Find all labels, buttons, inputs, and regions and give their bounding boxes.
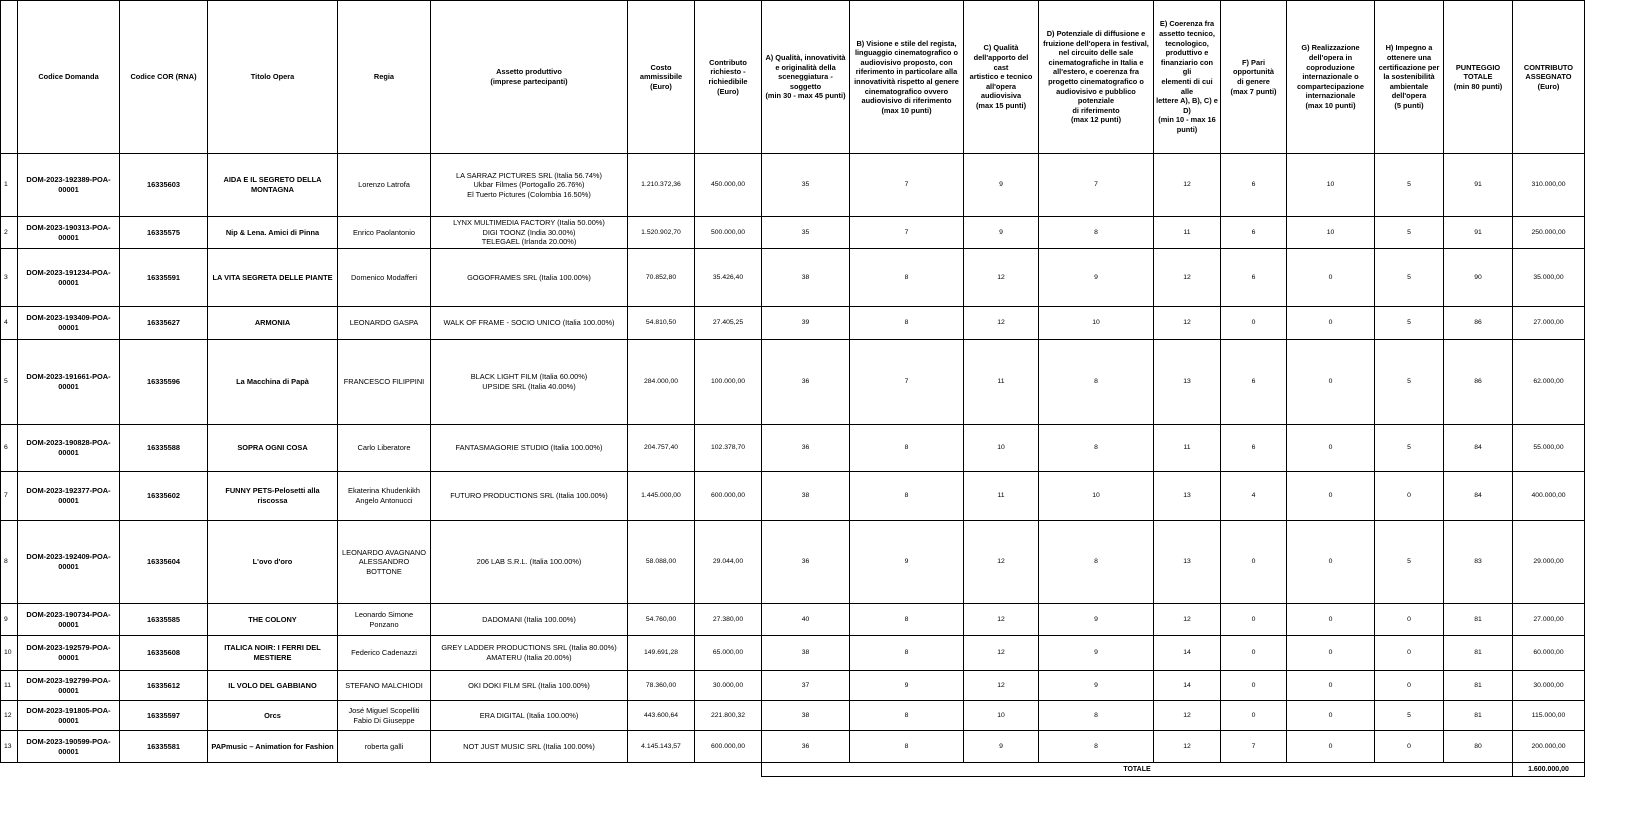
score-f: 0	[1221, 671, 1287, 701]
assetto-produttivo-line: FANTASMAGORIE STUDIO (Italia 100.00%)	[455, 443, 603, 453]
row-index: 10	[1, 636, 18, 671]
header-row	[1, 1, 1585, 154]
header-criterio-a: A) Qualità, innovatività e originalità della sceneggiatura -soggetto (min 30 - max 45 punti)	[762, 1, 850, 154]
codice-cor: 16335581	[120, 731, 208, 763]
punteggio-totale: 86	[1444, 340, 1513, 425]
table-row	[1, 521, 1585, 604]
score-f: 7	[1221, 731, 1287, 763]
score-e: 12	[1154, 701, 1221, 731]
contributo-assegnato: 35.000,00	[1513, 249, 1585, 307]
score-c: 11	[964, 340, 1039, 425]
contributo-richiesto: 221.800,32	[695, 701, 762, 731]
header-titolo-opera: Titolo Opera	[208, 1, 338, 154]
score-f: 0	[1221, 636, 1287, 671]
header-criterio-b: B) Visione e stile del regista, linguaggio cinematografico o audiovisivo proposto, con riferimento in particolare alla innovatività rispetto al genere cinematografico ovvero audiovisivo di riferimento (max 10 punti)	[850, 1, 964, 154]
score-d: 8	[1039, 340, 1154, 425]
punteggio-totale: 81	[1444, 671, 1513, 701]
codice-domanda: DOM-2023-190734-POA-00001	[18, 604, 120, 636]
contributo-assegnato: 115.000,00	[1513, 701, 1585, 731]
codice-domanda: DOM-2023-192409-POA-00001	[18, 521, 120, 604]
score-c: 12	[964, 249, 1039, 307]
assetto-produttivo-line: AMATERU (Italia 20.00%)	[486, 653, 572, 662]
costo-ammissibile: 54.760,00	[628, 604, 695, 636]
contributo-assegnato: 29.000,00	[1513, 521, 1585, 604]
contributo-assegnato: 55.000,00	[1513, 425, 1585, 472]
codice-cor: 16335588	[120, 425, 208, 472]
regia: Carlo Liberatore	[338, 425, 431, 472]
score-d: 8	[1039, 425, 1154, 472]
score-a: 36	[762, 521, 850, 604]
score-e: 13	[1154, 521, 1221, 604]
titolo-opera: SOPRA OGNI COSA	[208, 425, 338, 472]
regia-line: Ekaterina Khudenkikh	[348, 486, 420, 496]
score-h: 0	[1375, 604, 1444, 636]
score-b: 9	[850, 521, 964, 604]
score-d: 9	[1039, 636, 1154, 671]
score-h: 0	[1375, 731, 1444, 763]
score-b: 8	[850, 731, 964, 763]
assetto-produttivo	[431, 249, 628, 307]
assetto-produttivo-line: NOT JUST MUSIC SRL (Italia 100.00%)	[463, 741, 595, 751]
regia: Federico Cadenazzi	[338, 636, 431, 671]
score-d: 10	[1039, 307, 1154, 340]
regia-line: Angelo Antonucci	[355, 496, 413, 505]
table-row	[1, 731, 1585, 763]
table-row	[1, 425, 1585, 472]
codice-cor: 16335603	[120, 154, 208, 217]
titolo-opera: THE COLONY	[208, 604, 338, 636]
punteggio-totale: 91	[1444, 154, 1513, 217]
score-a: 40	[762, 604, 850, 636]
row-index: 13	[1, 731, 18, 763]
regia	[338, 472, 431, 521]
contributo-assegnato: 250.000,00	[1513, 217, 1585, 249]
score-g: 0	[1287, 604, 1375, 636]
titolo-opera: FUNNY PETS-Pelosetti alla riscossa	[208, 472, 338, 521]
score-h: 5	[1375, 154, 1444, 217]
header-punteggio-totale: PUNTEGGIO TOTALE (min 80 punti)	[1444, 1, 1513, 154]
punteggio-totale: 81	[1444, 636, 1513, 671]
costo-ammissibile: 78.360,00	[628, 671, 695, 701]
header-criterio-d: D) Potenziale di diffusione e fruizione dell'opera in festival, nel circuito delle sale cinematografiche in Italia e all'estero, e coerenza fra progetto cinematografico o audiovisivo e pubblico potenziale di riferimento (max 12 punti)	[1039, 1, 1154, 154]
score-g: 0	[1287, 521, 1375, 604]
score-b: 7	[850, 340, 964, 425]
codice-cor: 16335627	[120, 307, 208, 340]
table-row	[1, 249, 1585, 307]
score-f: 6	[1221, 425, 1287, 472]
costo-ammissibile: 443.600,64	[628, 701, 695, 731]
contributo-richiesto: 35.426,40	[695, 249, 762, 307]
score-e: 12	[1154, 307, 1221, 340]
costo-ammissibile: 4.145.143,57	[628, 731, 695, 763]
score-g: 0	[1287, 701, 1375, 731]
score-a: 35	[762, 154, 850, 217]
punteggio-totale: 81	[1444, 701, 1513, 731]
assetto-produttivo	[431, 636, 628, 671]
header-contributo-richiesto: Contributo richiesto - richiedibile (Euro)	[695, 1, 762, 154]
regia-line: José Miguel Scopelliti	[348, 705, 420, 715]
regia: Domenico Modafferi	[338, 249, 431, 307]
score-g: 0	[1287, 425, 1375, 472]
score-f: 6	[1221, 154, 1287, 217]
row-index: 11	[1, 671, 18, 701]
score-e: 14	[1154, 671, 1221, 701]
score-d: 7	[1039, 154, 1154, 217]
score-e: 13	[1154, 340, 1221, 425]
header-index	[1, 1, 18, 154]
score-e: 12	[1154, 154, 1221, 217]
codice-domanda: DOM-2023-192377-POA-00001	[18, 472, 120, 521]
score-e: 12	[1154, 604, 1221, 636]
row-index: 3	[1, 249, 18, 307]
score-d: 8	[1039, 731, 1154, 763]
codice-cor: 16335591	[120, 249, 208, 307]
titolo-opera: ARMONIA	[208, 307, 338, 340]
score-b: 8	[850, 249, 964, 307]
score-g: 10	[1287, 154, 1375, 217]
codice-domanda: DOM-2023-190828-POA-00001	[18, 425, 120, 472]
row-index: 1	[1, 154, 18, 217]
codice-cor: 16335585	[120, 604, 208, 636]
score-h: 0	[1375, 472, 1444, 521]
contributo-richiesto: 102.378,70	[695, 425, 762, 472]
punteggio-totale: 80	[1444, 731, 1513, 763]
assetto-produttivo	[431, 701, 628, 731]
assetto-produttivo-line: GOGOFRAMES SRL (Italia 100.00%)	[467, 272, 591, 282]
score-h: 5	[1375, 701, 1444, 731]
assetto-produttivo	[431, 521, 628, 604]
contributo-richiesto: 450.000,00	[695, 154, 762, 217]
score-d: 8	[1039, 701, 1154, 731]
regia: FRANCESCO FILIPPINI	[338, 340, 431, 425]
assetto-produttivo	[431, 217, 628, 249]
assetto-produttivo-line: WALK OF FRAME - SOCIO UNICO (Italia 100.00%)	[443, 318, 615, 328]
score-d: 8	[1039, 217, 1154, 249]
score-h: 0	[1375, 671, 1444, 701]
regia	[338, 521, 431, 604]
row-index: 5	[1, 340, 18, 425]
score-g: 0	[1287, 731, 1375, 763]
score-d: 8	[1039, 521, 1154, 604]
regia-line: ALESSANDRO BOTTONE	[358, 557, 410, 576]
costo-ammissibile: 204.757,40	[628, 425, 695, 472]
score-h: 5	[1375, 249, 1444, 307]
score-e: 12	[1154, 249, 1221, 307]
score-d: 9	[1039, 249, 1154, 307]
score-f: 0	[1221, 604, 1287, 636]
score-c: 12	[964, 307, 1039, 340]
codice-domanda: DOM-2023-192799-POA-00001	[18, 671, 120, 701]
contributo-assegnato: 400.000,00	[1513, 472, 1585, 521]
score-a: 37	[762, 671, 850, 701]
score-a: 35	[762, 217, 850, 249]
contributo-assegnato: 27.000,00	[1513, 307, 1585, 340]
score-b: 8	[850, 307, 964, 340]
punteggio-totale: 90	[1444, 249, 1513, 307]
costo-ammissibile: 58.088,00	[628, 521, 695, 604]
codice-cor: 16335602	[120, 472, 208, 521]
titolo-opera: IL VOLO DEL GABBIANO	[208, 671, 338, 701]
score-c: 11	[964, 472, 1039, 521]
contributo-assegnato: 60.000,00	[1513, 636, 1585, 671]
score-g: 0	[1287, 249, 1375, 307]
costo-ammissibile: 1.445.000,00	[628, 472, 695, 521]
score-a: 36	[762, 425, 850, 472]
regia: Enrico Paolantonio	[338, 217, 431, 249]
costo-ammissibile: 54.810,50	[628, 307, 695, 340]
score-c: 12	[964, 636, 1039, 671]
score-g: 0	[1287, 340, 1375, 425]
score-e: 11	[1154, 425, 1221, 472]
header-criterio-h: H) Impegno a ottenere una certificazione per la sostenibilità ambientale dell'opera (5 punti)	[1375, 1, 1444, 154]
regia	[338, 701, 431, 731]
assetto-produttivo-line: El Tuerto Pictures (Colombia 16.50%)	[467, 189, 591, 199]
score-e: 11	[1154, 217, 1221, 249]
score-c: 12	[964, 604, 1039, 636]
costo-ammissibile: 1.520.902,70	[628, 217, 695, 249]
score-b: 8	[850, 636, 964, 671]
regia-line: Fabio Di Giuseppe	[353, 715, 415, 725]
assetto-produttivo-line: Ukbar Filmes (Portogallo 26.76%)	[473, 180, 585, 190]
regia: Leonardo Simone Ponzano	[338, 604, 431, 636]
score-d: 9	[1039, 671, 1154, 701]
total-value: 1.600.000,00	[1513, 763, 1585, 777]
contributo-assegnato: 27.000,00	[1513, 604, 1585, 636]
costo-ammissibile: 284.000,00	[628, 340, 695, 425]
score-f: 6	[1221, 249, 1287, 307]
table-row	[1, 217, 1585, 249]
regia-line: LEONARDO AVAGNANO	[342, 547, 426, 557]
score-f: 4	[1221, 472, 1287, 521]
score-a: 38	[762, 249, 850, 307]
score-h: 5	[1375, 217, 1444, 249]
titolo-opera: LA VITA SEGRETA DELLE PIANTE	[208, 249, 338, 307]
regia: roberta galli	[338, 731, 431, 763]
assetto-produttivo-line: FUTURO PRODUCTIONS SRL (Italia 100.00%)	[450, 491, 608, 501]
score-b: 8	[850, 425, 964, 472]
titolo-opera: Orcs	[208, 701, 338, 731]
regia: STEFANO MALCHIODI	[338, 671, 431, 701]
score-g: 0	[1287, 307, 1375, 340]
score-a: 39	[762, 307, 850, 340]
codice-domanda: DOM-2023-192389-POA-00001	[18, 154, 120, 217]
titolo-opera: ITALICA NOIR: I FERRI DEL MESTIERE	[208, 636, 338, 671]
punteggio-totale: 84	[1444, 425, 1513, 472]
row-index: 9	[1, 604, 18, 636]
assetto-produttivo-line: 206 LAB S.R.L. (Italia 100.00%)	[476, 557, 582, 567]
contributo-richiesto: 27.405,25	[695, 307, 762, 340]
score-b: 7	[850, 217, 964, 249]
score-e: 12	[1154, 731, 1221, 763]
contributo-richiesto: 27.380,00	[695, 604, 762, 636]
table-row	[1, 671, 1585, 701]
contributo-richiesto: 600.000,00	[695, 472, 762, 521]
assetto-produttivo	[431, 307, 628, 340]
score-f: 6	[1221, 340, 1287, 425]
assetto-produttivo	[431, 671, 628, 701]
assetto-produttivo-line: DIGI TOONZ (India 30.00%)	[482, 227, 576, 237]
score-b: 8	[850, 701, 964, 731]
score-c: 9	[964, 154, 1039, 217]
score-b: 8	[850, 472, 964, 521]
score-b: 9	[850, 671, 964, 701]
score-d: 9	[1039, 604, 1154, 636]
contributo-richiesto: 65.000,00	[695, 636, 762, 671]
assetto-produttivo-line: OKI DOKI FILM SRL (Italia 100.00%)	[468, 680, 590, 690]
costo-ammissibile: 70.852,80	[628, 249, 695, 307]
table-row	[1, 340, 1585, 425]
score-c: 10	[964, 425, 1039, 472]
codice-cor: 16335597	[120, 701, 208, 731]
titolo-opera: La Macchina di Papà	[208, 340, 338, 425]
assetto-produttivo	[431, 472, 628, 521]
assetto-produttivo	[431, 604, 628, 636]
contributo-assegnato: 62.000,00	[1513, 340, 1585, 425]
codice-cor: 16335612	[120, 671, 208, 701]
row-index: 8	[1, 521, 18, 604]
contributo-assegnato: 310.000,00	[1513, 154, 1585, 217]
score-a: 36	[762, 340, 850, 425]
score-f: 0	[1221, 307, 1287, 340]
punteggio-totale: 86	[1444, 307, 1513, 340]
score-c: 9	[964, 217, 1039, 249]
codice-domanda: DOM-2023-193409-POA-00001	[18, 307, 120, 340]
row-index: 4	[1, 307, 18, 340]
header-criterio-c: C) Qualità dell'apporto del cast artistico e tecnico all'opera audiovisiva (max 15 punti)	[964, 1, 1039, 154]
contributo-richiesto: 29.044,00	[695, 521, 762, 604]
score-h: 5	[1375, 307, 1444, 340]
codice-domanda: DOM-2023-191805-POA-00001	[18, 701, 120, 731]
assetto-produttivo-line: TELEGAEL (Irlanda 20.00%)	[481, 237, 577, 247]
codice-domanda: DOM-2023-190599-POA-00001	[18, 731, 120, 763]
score-a: 36	[762, 731, 850, 763]
codice-cor: 16335575	[120, 217, 208, 249]
contributo-richiesto: 500.000,00	[695, 217, 762, 249]
codice-domanda: DOM-2023-191234-POA-00001	[18, 249, 120, 307]
header-criterio-g: G) Realizzazione dell'opera in coproduzione internazionale o compartecipazione internazionale (max 10 punti)	[1287, 1, 1375, 154]
titolo-opera: L'ovo d'oro	[208, 521, 338, 604]
assetto-produttivo-line: GREY LADDER PRODUCTIONS SRL (Italia 80.00%)	[441, 643, 617, 653]
codice-domanda: DOM-2023-192579-POA-00001	[18, 636, 120, 671]
codice-cor: 16335608	[120, 636, 208, 671]
header-criterio-e: E) Coerenza fra assetto tecnico, tecnologico, produttivo e finanziario con gli elementi di cui alle lettere A), B), C) e D) (min 10 - max 16 punti)	[1154, 1, 1221, 154]
score-c: 10	[964, 701, 1039, 731]
assetto-produttivo-line: LYNX MULTIMEDIA FACTORY (Italia 50.00%)	[453, 218, 605, 228]
table-row	[1, 636, 1585, 671]
score-h: 5	[1375, 521, 1444, 604]
score-b: 8	[850, 604, 964, 636]
assetto-produttivo-line: UPSIDE SRL (Italia 40.00%)	[482, 382, 576, 391]
punteggio-totale: 91	[1444, 217, 1513, 249]
score-e: 14	[1154, 636, 1221, 671]
row-index: 7	[1, 472, 18, 521]
assetto-produttivo-line: BLACK LIGHT FILM (Italia 60.00%)	[470, 372, 588, 382]
assetto-produttivo-line: DADOMANI (Italia 100.00%)	[482, 614, 576, 624]
row-index: 6	[1, 425, 18, 472]
contributo-assegnato: 200.000,00	[1513, 731, 1585, 763]
score-g: 0	[1287, 636, 1375, 671]
titolo-opera: AIDA E IL SEGRETO DELLA MONTAGNA	[208, 154, 338, 217]
table-row	[1, 154, 1585, 217]
score-c: 12	[964, 671, 1039, 701]
score-d: 10	[1039, 472, 1154, 521]
assetto-produttivo-line: ERA DIGITAL (Italia 100.00%)	[479, 710, 579, 720]
table-row	[1, 472, 1585, 521]
contributo-richiesto: 100.000,00	[695, 340, 762, 425]
total-row	[1, 763, 1585, 777]
assetto-produttivo	[431, 340, 628, 425]
header-contributo-assegnato: CONTRIBUTO ASSEGNATO (Euro)	[1513, 1, 1585, 154]
header-codice-cor: Codice COR (RNA)	[120, 1, 208, 154]
assetto-produttivo-line: LA SARRAZ PICTURES SRL (Italia 56.74%)	[456, 170, 602, 180]
codice-cor: 16335596	[120, 340, 208, 425]
score-a: 38	[762, 701, 850, 731]
score-a: 38	[762, 472, 850, 521]
assetto-produttivo	[431, 154, 628, 217]
score-c: 9	[964, 731, 1039, 763]
contributo-richiesto: 30.000,00	[695, 671, 762, 701]
costo-ammissibile: 1.210.372,36	[628, 154, 695, 217]
codice-domanda: DOM-2023-191661-POA-00001	[18, 340, 120, 425]
score-f: 0	[1221, 521, 1287, 604]
titolo-opera: Nip & Lena. Amici di Pinna	[208, 217, 338, 249]
score-g: 0	[1287, 472, 1375, 521]
regia: LEONARDO GASPA	[338, 307, 431, 340]
codice-domanda: DOM-2023-190313-POA-00001	[18, 217, 120, 249]
score-f: 6	[1221, 217, 1287, 249]
punteggio-totale: 83	[1444, 521, 1513, 604]
codice-cor: 16335604	[120, 521, 208, 604]
table-row	[1, 604, 1585, 636]
score-h: 5	[1375, 425, 1444, 472]
costo-ammissibile: 149.691,28	[628, 636, 695, 671]
contributo-assegnato: 30.000,00	[1513, 671, 1585, 701]
header-regia: Regia	[338, 1, 431, 154]
assetto-produttivo	[431, 731, 628, 763]
contributo-richiesto: 600.000,00	[695, 731, 762, 763]
row-index: 12	[1, 701, 18, 731]
row-index: 2	[1, 217, 18, 249]
table-row	[1, 307, 1585, 340]
score-b: 7	[850, 154, 964, 217]
assetto-produttivo	[431, 425, 628, 472]
score-a: 38	[762, 636, 850, 671]
header-assetto-produttivo: Assetto produttivo (imprese partecipanti)	[431, 1, 628, 154]
punteggio-totale: 81	[1444, 604, 1513, 636]
score-h: 0	[1375, 636, 1444, 671]
header-criterio-f: F) Pari opportunità di genere (max 7 punti)	[1221, 1, 1287, 154]
punteggio-totale: 84	[1444, 472, 1513, 521]
score-f: 0	[1221, 701, 1287, 731]
header-costo-ammissibile: Costo ammissibile (Euro)	[628, 1, 695, 154]
header-codice-domanda: Codice Domanda	[18, 1, 120, 154]
score-g: 0	[1287, 671, 1375, 701]
table-row	[1, 701, 1585, 731]
score-g: 10	[1287, 217, 1375, 249]
regia: Lorenzo Latrofa	[338, 154, 431, 217]
score-c: 12	[964, 521, 1039, 604]
score-h: 5	[1375, 340, 1444, 425]
score-e: 13	[1154, 472, 1221, 521]
titolo-opera: PAPmusic – Animation for Fashion	[208, 731, 338, 763]
total-label: TOTALE	[762, 763, 1513, 777]
